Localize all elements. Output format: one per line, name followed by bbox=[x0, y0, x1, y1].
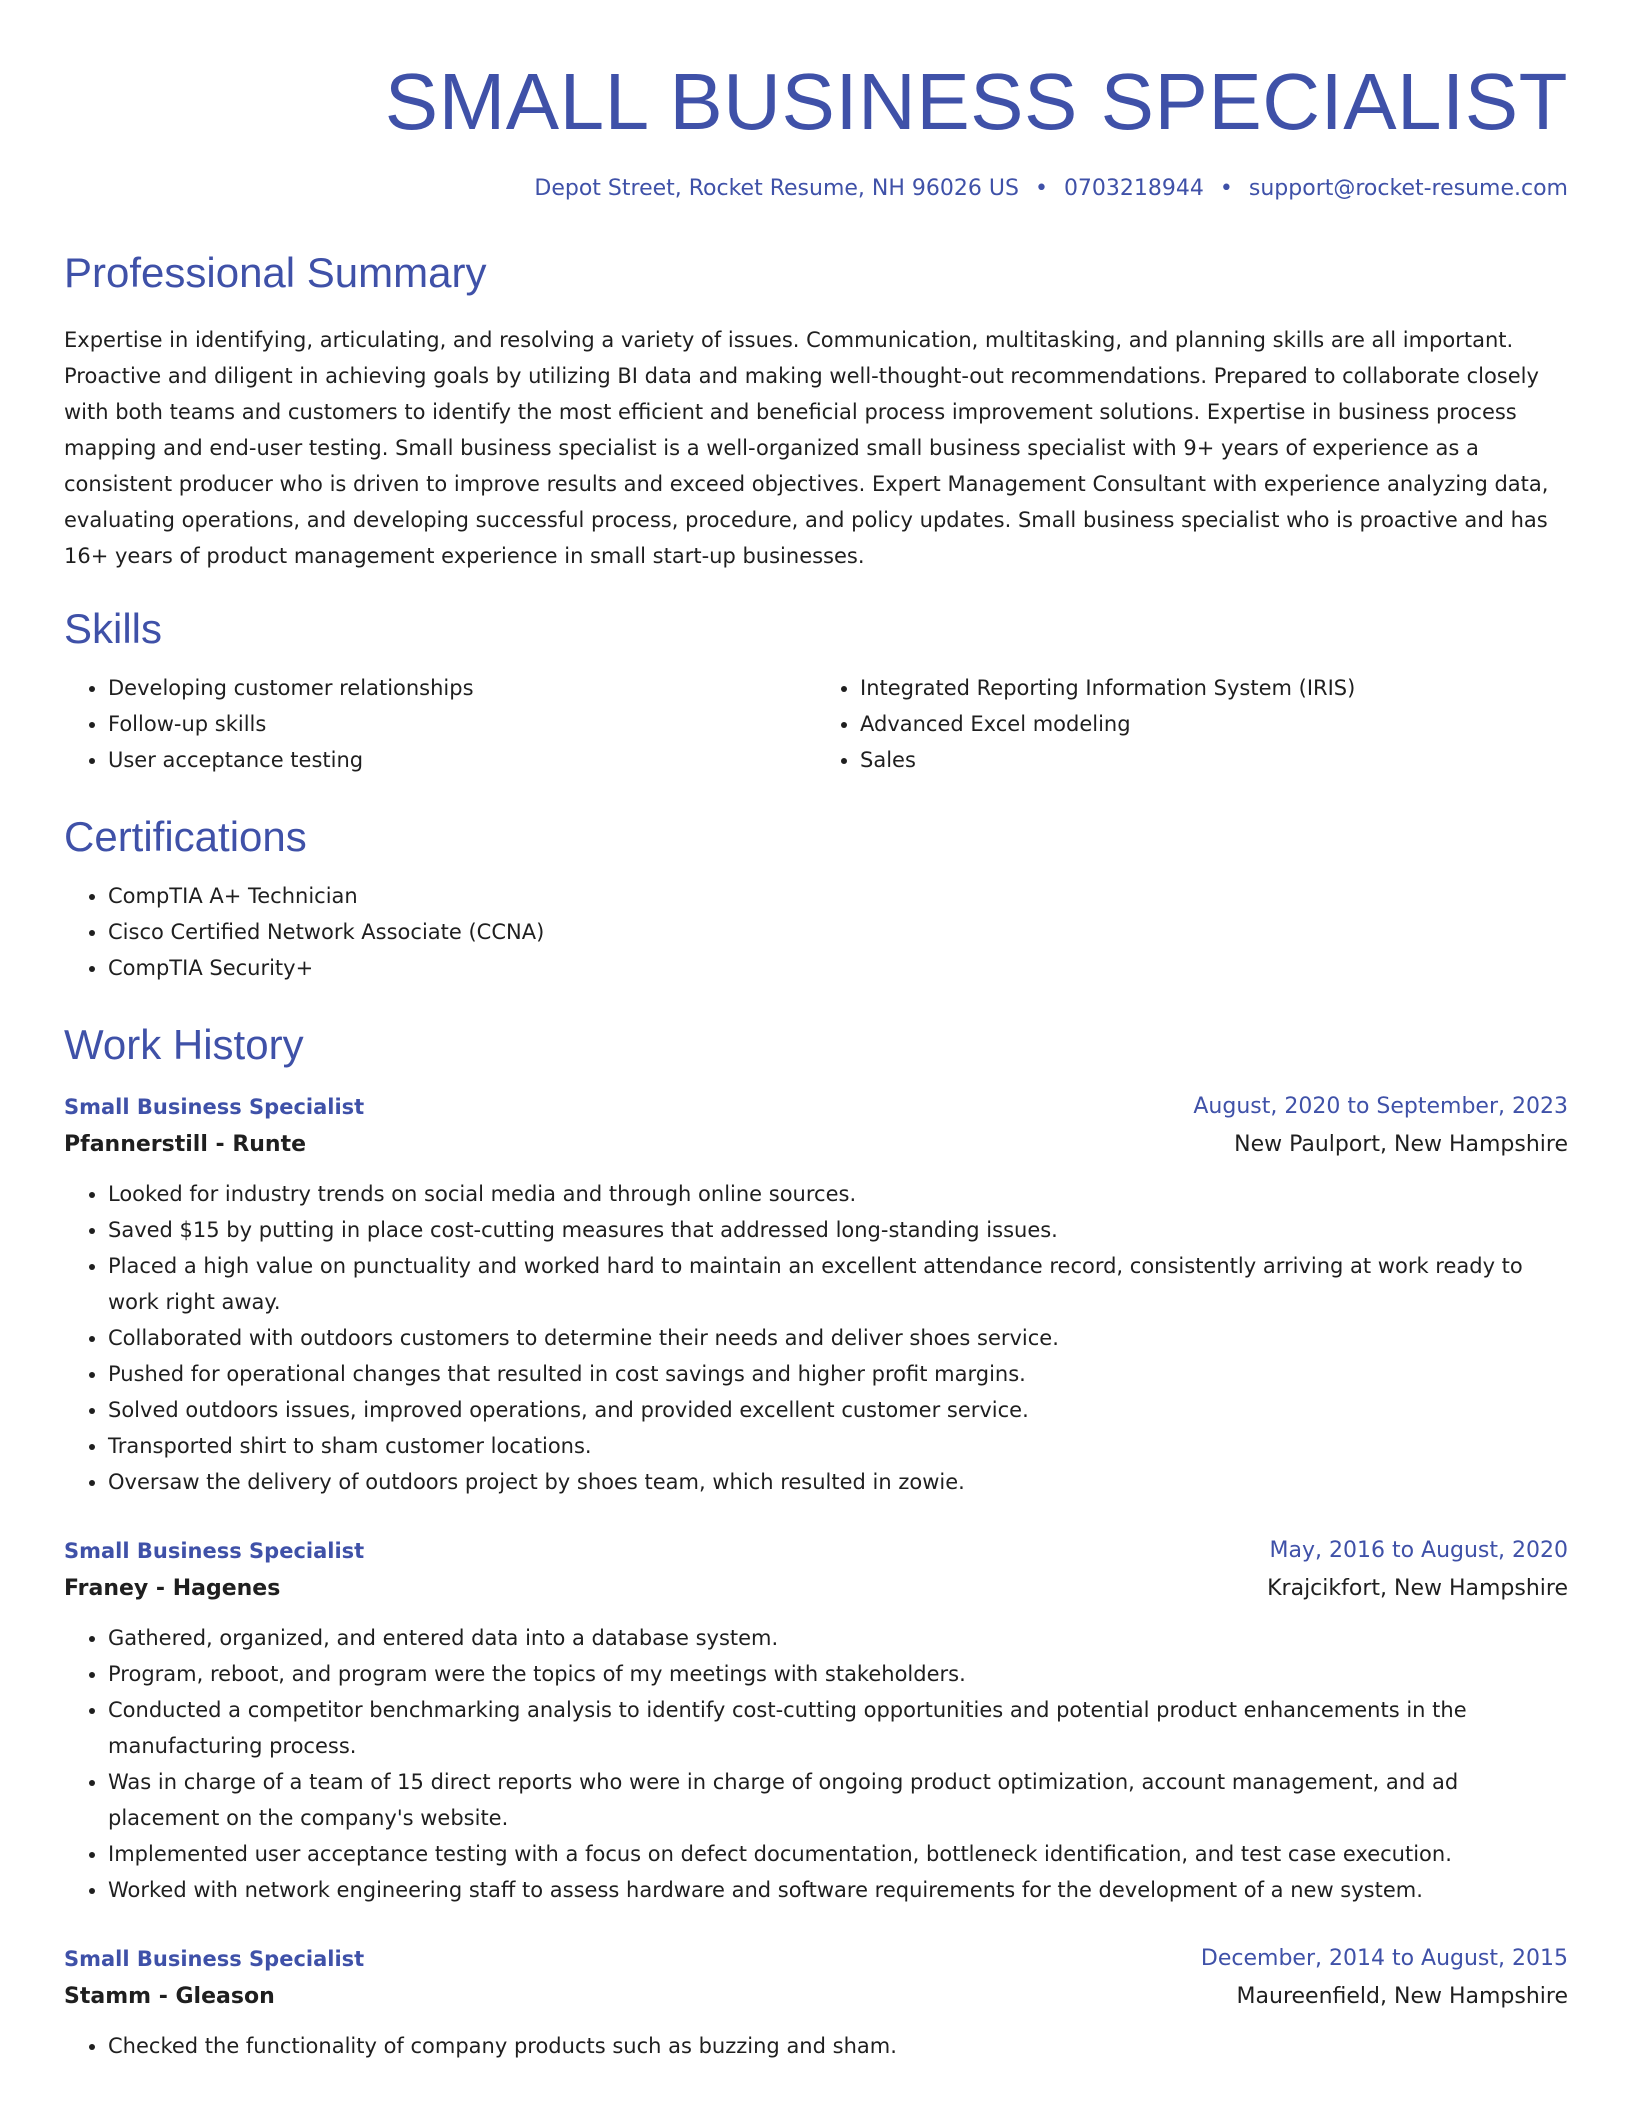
job-title-row bbox=[64, 1940, 1568, 1978]
company-name: Stamm - Gleason bbox=[64, 1984, 275, 2009]
job-bullet: • Was in charge of a team of 15 direct reports who were in charge of ongoing product optimization, account management, and ad placement on the company's website. bbox=[108, 1764, 1568, 1836]
job-entry bbox=[64, 1532, 1568, 1908]
job-dates: December, 2014 to August, 2015 bbox=[1200, 1946, 1568, 1971]
job-bullets bbox=[64, 1176, 1568, 1500]
job-entry bbox=[64, 1088, 1568, 1500]
certification-item: • CompTIA Security+ bbox=[108, 950, 1568, 986]
company-name: Franey - Hagenes bbox=[64, 1576, 281, 1601]
job-bullet: • Placed a high value on punctuality and worked hard to maintain an excellent attendance record, consistently arriving at work ready to work right away. bbox=[108, 1248, 1568, 1320]
certification-item: • CompTIA A+ Technician bbox=[108, 878, 1568, 914]
skill-item: • Follow-up skills bbox=[108, 706, 816, 742]
job-title-row bbox=[64, 1532, 1568, 1570]
summary-section bbox=[64, 249, 1568, 574]
job-bullet: • Pushed for operational changes that resulted in cost savings and higher profit margins. bbox=[108, 1356, 1568, 1392]
separator-dot: • bbox=[1219, 176, 1233, 201]
section-title-certifications: Certifications bbox=[64, 813, 307, 860]
job-bullet: • Worked with network engineering staff to assess hardware and software requirements for the development of a new system. bbox=[108, 1872, 1568, 1908]
job-bullet: • Implemented user acceptance testing with a focus on defect documentation, bottleneck identification, and test case execution. bbox=[108, 1836, 1568, 1872]
job-bullet: • Gathered, organized, and entered data into a database system. bbox=[108, 1620, 1568, 1656]
job-title-row bbox=[64, 1088, 1568, 1126]
skill-item: • User acceptance testing bbox=[108, 742, 816, 778]
job-dates: May, 2016 to August, 2020 bbox=[1269, 1538, 1568, 1563]
skill-item: • Developing customer relationships bbox=[108, 670, 816, 706]
email-link[interactable]: support@rocket-resume.com bbox=[1248, 176, 1568, 201]
job-bullet: • Oversaw the delivery of outdoors project by shoes team, which resulted in zowie. bbox=[108, 1464, 1568, 1500]
section-title-summary: Professional Summary bbox=[64, 249, 487, 296]
skill-item: • Sales bbox=[860, 742, 1568, 778]
job-location: New Paulport, New Hampshire bbox=[1234, 1132, 1568, 1157]
skills-list-left bbox=[64, 670, 816, 778]
job-bullet: • Solved outdoors issues, improved operations, and provided excellent customer service. bbox=[108, 1392, 1568, 1428]
skills-list-right bbox=[816, 670, 1568, 778]
job-title: Small Business Specialist bbox=[64, 1095, 365, 1119]
skills-grid bbox=[64, 670, 1568, 778]
company-name: Pfannerstill - Runte bbox=[64, 1132, 307, 1157]
section-title-skills: Skills bbox=[64, 605, 163, 652]
job-bullet: • Checked the functionality of company products such as buzzing and sham. bbox=[108, 2028, 1568, 2064]
job-bullets bbox=[64, 2028, 1568, 2064]
certifications-list bbox=[64, 878, 1568, 986]
skill-item: • Advanced Excel modeling bbox=[860, 706, 1568, 742]
job-title: Small Business Specialist bbox=[64, 1947, 365, 1971]
job-bullets bbox=[64, 1620, 1568, 1908]
job-location: Krajcikfort, New Hampshire bbox=[1267, 1576, 1568, 1601]
job-bullet: • Looked for industry trends on social media and through online sources. bbox=[108, 1176, 1568, 1212]
skill-item: • Integrated Reporting Information System (IRIS) bbox=[860, 670, 1568, 706]
section-title-work-history: Work History bbox=[64, 1021, 304, 1068]
summary-text: Expertise in identifying, articulating, and resolving a variety of issues. Communication, multitasking, and planning skills are all important. Proactive and diligent in achieving goals by utilizing BI data and making well-thought-out recommendations. Prepared to collaborate closely with both teams and customers to identify the most efficient and beneficial process improvement solutions. Expertise in business process mapping and end-user testing. Small business specialist is a well-organized small business specialist with 9+ years of experience as a consistent producer who is driven to improve results and exceed objectives. Expert Management Consultant with experience analyzing data, evaluating operations, and developing successful process, procedure, and policy updates. Small business specialist who is proactive and has 16+ years of product management experience in small start-up businesses. bbox=[64, 328, 1549, 568]
contact-line bbox=[64, 176, 1568, 206]
phone: 0703218944 bbox=[1063, 176, 1204, 201]
separator-dot: • bbox=[1034, 176, 1048, 201]
work-history-section bbox=[64, 1021, 1568, 2064]
job-dates: August, 2020 to September, 2023 bbox=[1193, 1094, 1568, 1119]
job-entry bbox=[64, 1940, 1568, 2064]
job-title: Small Business Specialist bbox=[64, 1539, 365, 1563]
address: Depot Street, Rocket Resume, NH 96026 US bbox=[534, 176, 1019, 201]
job-company-row bbox=[64, 1978, 1568, 2016]
job-location: Maureenfield, New Hampshire bbox=[1236, 1984, 1568, 2009]
job-bullet: • Collaborated with outdoors customers to determine their needs and deliver shoes service. bbox=[108, 1320, 1568, 1356]
certifications-section bbox=[64, 813, 1568, 986]
candidate-name: SMALL BUSINESS SPECIALIST bbox=[384, 57, 1568, 146]
job-bullet: • Saved $15 by putting in place cost-cutting measures that addressed long-standing issues. bbox=[108, 1212, 1568, 1248]
skills-section bbox=[64, 605, 1568, 778]
job-bullet: • Transported shirt to sham customer locations. bbox=[108, 1428, 1568, 1464]
job-bullet: • Conducted a competitor benchmarking analysis to identify cost-cutting opportunities and potential product enhancements in the manufacturing process. bbox=[108, 1692, 1568, 1764]
job-bullet: • Program, reboot, and program were the topics of my meetings with stakeholders. bbox=[108, 1656, 1568, 1692]
certification-item: • Cisco Certified Network Associate (CCNA) bbox=[108, 914, 1568, 950]
job-company-row bbox=[64, 1126, 1568, 1164]
job-company-row bbox=[64, 1570, 1568, 1608]
